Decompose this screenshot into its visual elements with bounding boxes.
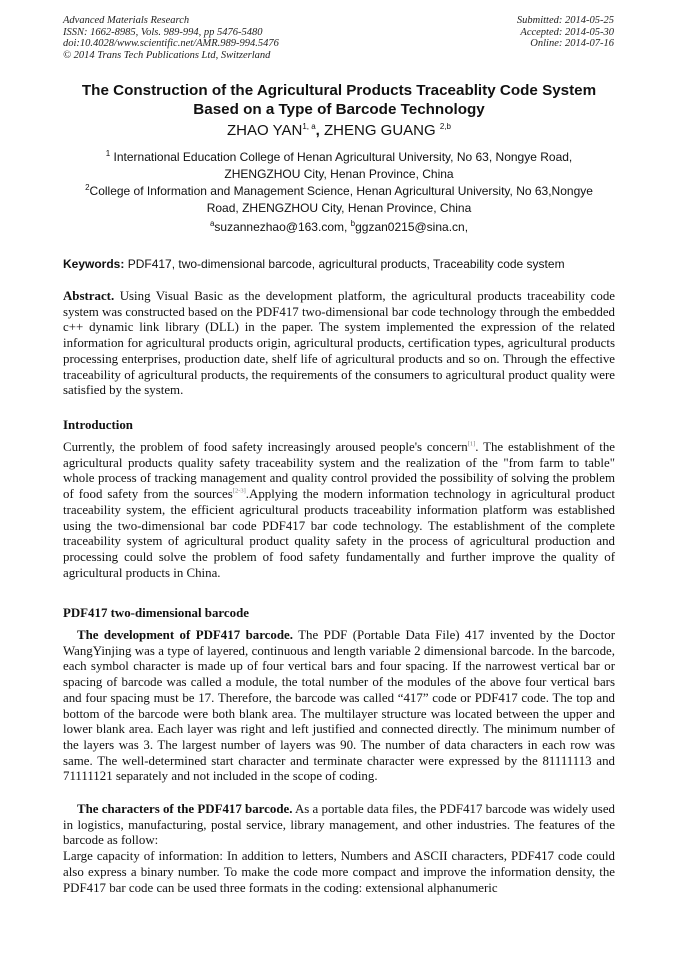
abstract xyxy=(63,289,615,399)
introduction-paragraph xyxy=(63,440,615,581)
capacity-paragraph: Large capacity of information: In addition to letters, Numbers and ASCII characters, PDF417 code could also express a binary number. To make the code more compact and improve the information density, the PDF417 bar code can be used three formats in the coding: extensional alphanumeric xyxy=(63,849,615,895)
paper-title xyxy=(40,82,638,119)
affiliation-2-line-1: College of Information and Management Science, Henan Agricultural University, No 63,Nongye xyxy=(89,184,593,198)
keywords-text: PDF417, two-dimensional barcode, agricultural products, Traceability code system xyxy=(124,257,565,271)
copyright-line: © 2014 Trans Tech Publications Ltd, Switzerland xyxy=(63,49,271,61)
keywords xyxy=(63,256,615,272)
introduction-heading: Introduction xyxy=(63,418,133,432)
issn-line: ISSN: 1662-8985, Vols. 989-994, pp 5476-5480 xyxy=(63,26,263,38)
development-paragraph xyxy=(63,628,615,785)
author-emails xyxy=(40,219,638,235)
author-1-marker: 1, a xyxy=(302,122,316,131)
accepted-date: Accepted: 2014-05-30 xyxy=(520,26,614,38)
affiliation-2-marker: 2 xyxy=(85,183,90,192)
journal-info xyxy=(63,15,279,61)
characters-paragraph xyxy=(63,802,615,849)
author-separator: , xyxy=(315,122,324,139)
journal-name: Advanced Materials Research xyxy=(63,15,190,26)
author-2-marker: 2,b xyxy=(439,122,451,131)
intro-text-2: . The establishment of the agricultural products quality safety traceability system and the realization of the "from farm to table" whole process of tracking management and quality control provided the possibility of solving the problem of food safety from the sources xyxy=(63,440,615,502)
affiliation-1-marker: 1 xyxy=(105,149,111,158)
development-text: The PDF (Portable Data File) 417 invented by the Doctor WangYinjing was a type of layered, continuous and length variable 2 dimensional barcode. In the barcode, each symbol character is made up of four vertical bars and four spacing. If the narrowest vertical bar or spacing of barcode was called a module, the total number of the modules of the above four vertical bars and four spacing must be 17. Therefore, the barcode was called “417” code or PDF417 code. The top and bottom of the barcode were both blank area. The multilayer structure was located between the upper and lower blank area. Each layer was right and left justified and connected directly. The minimum number of the layers was 3. The largest number of layers was 90. The number of data characters in each row was same. The well-determined start character and terminate character were expressed by the 81111113 and 71111121 separately and not included in the scope of coding. xyxy=(63,628,615,784)
characters-section xyxy=(63,802,615,896)
citation-2-3: [2-3] xyxy=(232,487,246,495)
pdf417-heading: PDF417 two-dimensional barcode xyxy=(63,606,249,620)
title-line-2: Based on a Type of Barcode Technology xyxy=(193,100,485,118)
characters-label: The characters of the PDF417 barcode. xyxy=(77,802,293,816)
abstract-text: Using Visual Basic as the development platform, the agricultural products traceability code system was constructed based on the PDF417 two-dimensional bar code technology through the embedded c++ dynamic link library (DLL) in the paper. The system implemented the expression of the related information for agricultural products origin, agricultural products, certification types, agricultural products processing enterprises, production date, shelf life of agricultural products and so on. Through the effective traceability of agricultural products, the requirements of the consumers to agricultural product quality were satisfied by the system. xyxy=(63,289,615,398)
author-2: ZHENG GUANG xyxy=(324,122,436,139)
affiliation-1 xyxy=(62,149,616,182)
email-b-marker: b xyxy=(350,219,356,228)
affiliation-2-line-2: Road, ZHENGZHOU City, Henan Province, China xyxy=(206,200,472,215)
development-label: The development of PDF417 barcode. xyxy=(77,628,293,642)
author-1: ZHAO YAN xyxy=(227,122,303,139)
email-a-marker: a xyxy=(209,219,215,228)
online-date: Online: 2014-07-16 xyxy=(530,38,614,50)
abstract-label: Abstract. xyxy=(63,289,115,303)
characters-text: As a portable data files, the PDF417 barcode was widely used in logistics, manufacturing, postal service, library management, and other industries. The features of the barcode as follow: xyxy=(63,802,615,848)
intro-text-1: Currently, the problem of food safety increasingly aroused people's concern xyxy=(63,440,468,454)
title-line-1: The Construction of the Agricultural Products Traceablity Code System xyxy=(81,82,597,99)
keywords-label: Keywords: xyxy=(63,257,125,271)
affiliation-1-line-2: ZHENGZHOU City, Henan Province, China xyxy=(224,166,454,181)
author-list xyxy=(40,122,638,140)
email-b: ggzan0215@sina.cn, xyxy=(355,220,469,234)
intro-text-3: .Applying the modern information technology in agricultural product traceability system, the efficient agricultural products traceability information platform was established using the two-dimensional bar code PDF417 bar code technology. The establishment of the complete traceability system of agricultural product quality safety in the process of agricultural production and processing could solve the problem of food safety fundamentally and further improve the quality of agricultural products in China. xyxy=(63,487,615,580)
doi-line: doi:10.4028/www.scientific.net/AMR.989-994.5476 xyxy=(63,38,279,50)
citation-1: [1] xyxy=(467,440,476,448)
affiliation-1-line-1: International Education College of Henan Agricultural University, No 63, Nongye Road, xyxy=(110,150,573,164)
submission-dates xyxy=(517,15,614,50)
submitted-date: Submitted: 2014-05-25 xyxy=(516,15,614,26)
email-a: suzannezhao@163.com, xyxy=(214,220,351,234)
affiliation-2 xyxy=(62,183,616,216)
